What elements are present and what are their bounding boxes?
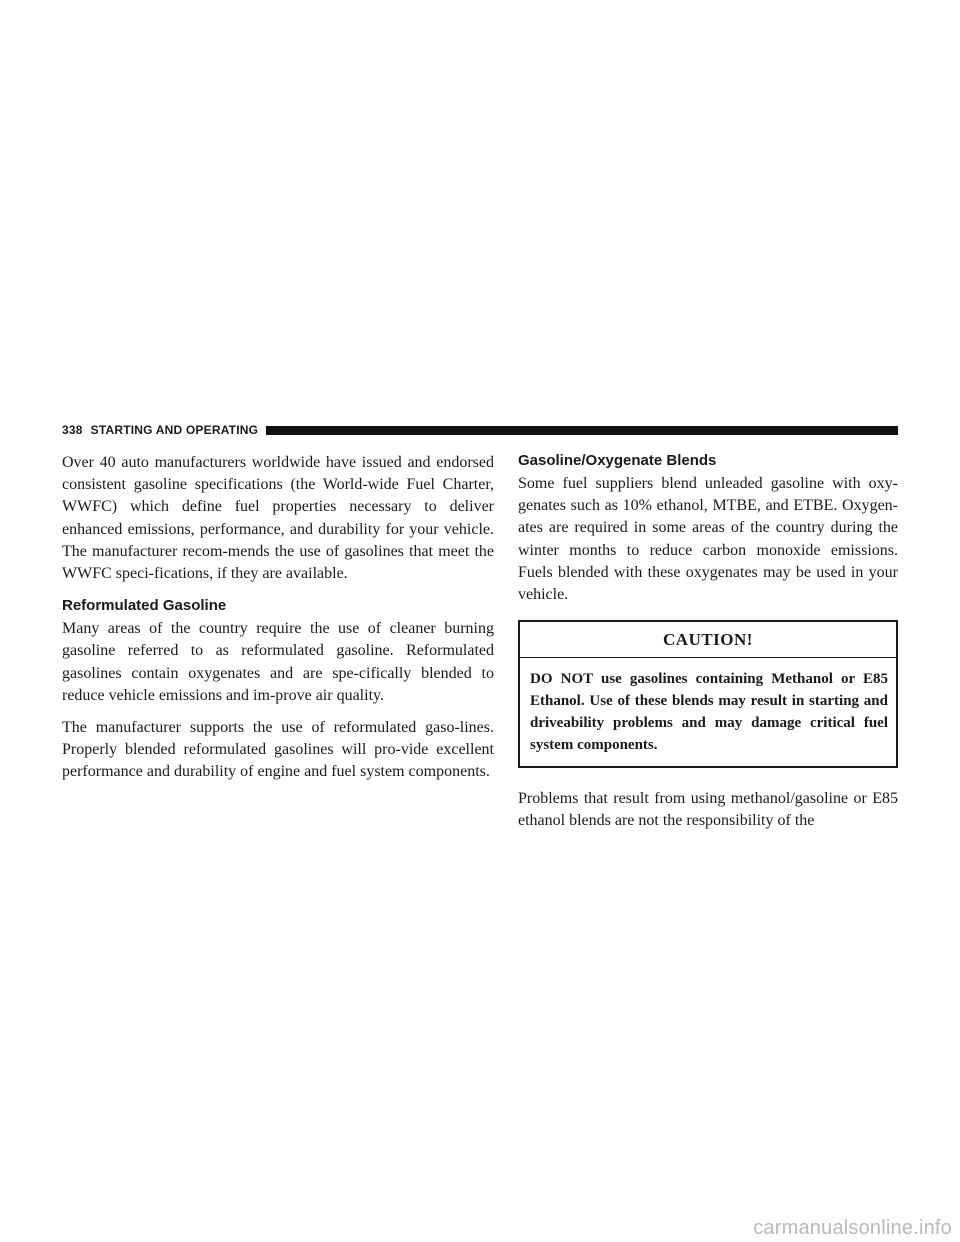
section-title: STARTING AND OPERATING xyxy=(90,423,259,437)
oxygenate-blends-heading: Gasoline/Oxygenate Blends xyxy=(518,452,717,469)
watermark: carmanualsonline.info xyxy=(753,1217,952,1239)
caution-box xyxy=(518,620,898,768)
caution-title: CAUTION! xyxy=(520,622,896,658)
intro-paragraph: Over 40 auto manufacturers worldwide have issued and endorsed consistent gasoline specifications (the World-wide Fuel Charter, WWFC) which define fuel properties necessary to deliver enhanced emissions, performance, and durability for your vehicle. The manufacturer recom-mends the use of gasolines that meet the WWFC speci-fications, if they are available. xyxy=(62,454,494,583)
page-header xyxy=(62,420,898,440)
reformulated-paragraph-1: Many areas of the country require the use of cleaner burning gasoline referred to as reformulated gasoline. Reformulated gasolines contain oxygenates and are spe-cifically blended to reduce vehicle emissions and im-prove air quality. xyxy=(62,620,494,704)
caution-text: DO NOT use gasolines containing Methanol or E85 Ethanol. Use of these blends may result in starting and driveability problems and may damage critical fuel system components. xyxy=(530,671,888,754)
page-number: 338 xyxy=(62,423,83,437)
oxygenate-paragraph-1: Some fuel suppliers blend unleaded gasoline with oxy-genates such as 10% ethanol, MTBE, and ETBE. Oxygen-ates are required in some areas of the country during the winter months to reduce carbon monoxide emissions. Fuels blended with these oxygenates may be used in your vehicle. xyxy=(518,475,898,604)
header-rule xyxy=(266,426,898,435)
oxygenate-paragraph-2: Problems that result from using methanol/gasoline or E85 ethanol blends are not the responsibility of the xyxy=(518,790,898,830)
reformulated-paragraph-2: The manufacturer supports the use of reformulated gaso-lines. Properly blended reformulated gasolines will pro-vide excellent performance and durability of engine and fuel system components. xyxy=(62,719,494,781)
left-column xyxy=(62,452,494,794)
reformulated-gasoline-heading: Reformulated Gasoline xyxy=(62,597,227,615)
right-column xyxy=(518,452,898,843)
